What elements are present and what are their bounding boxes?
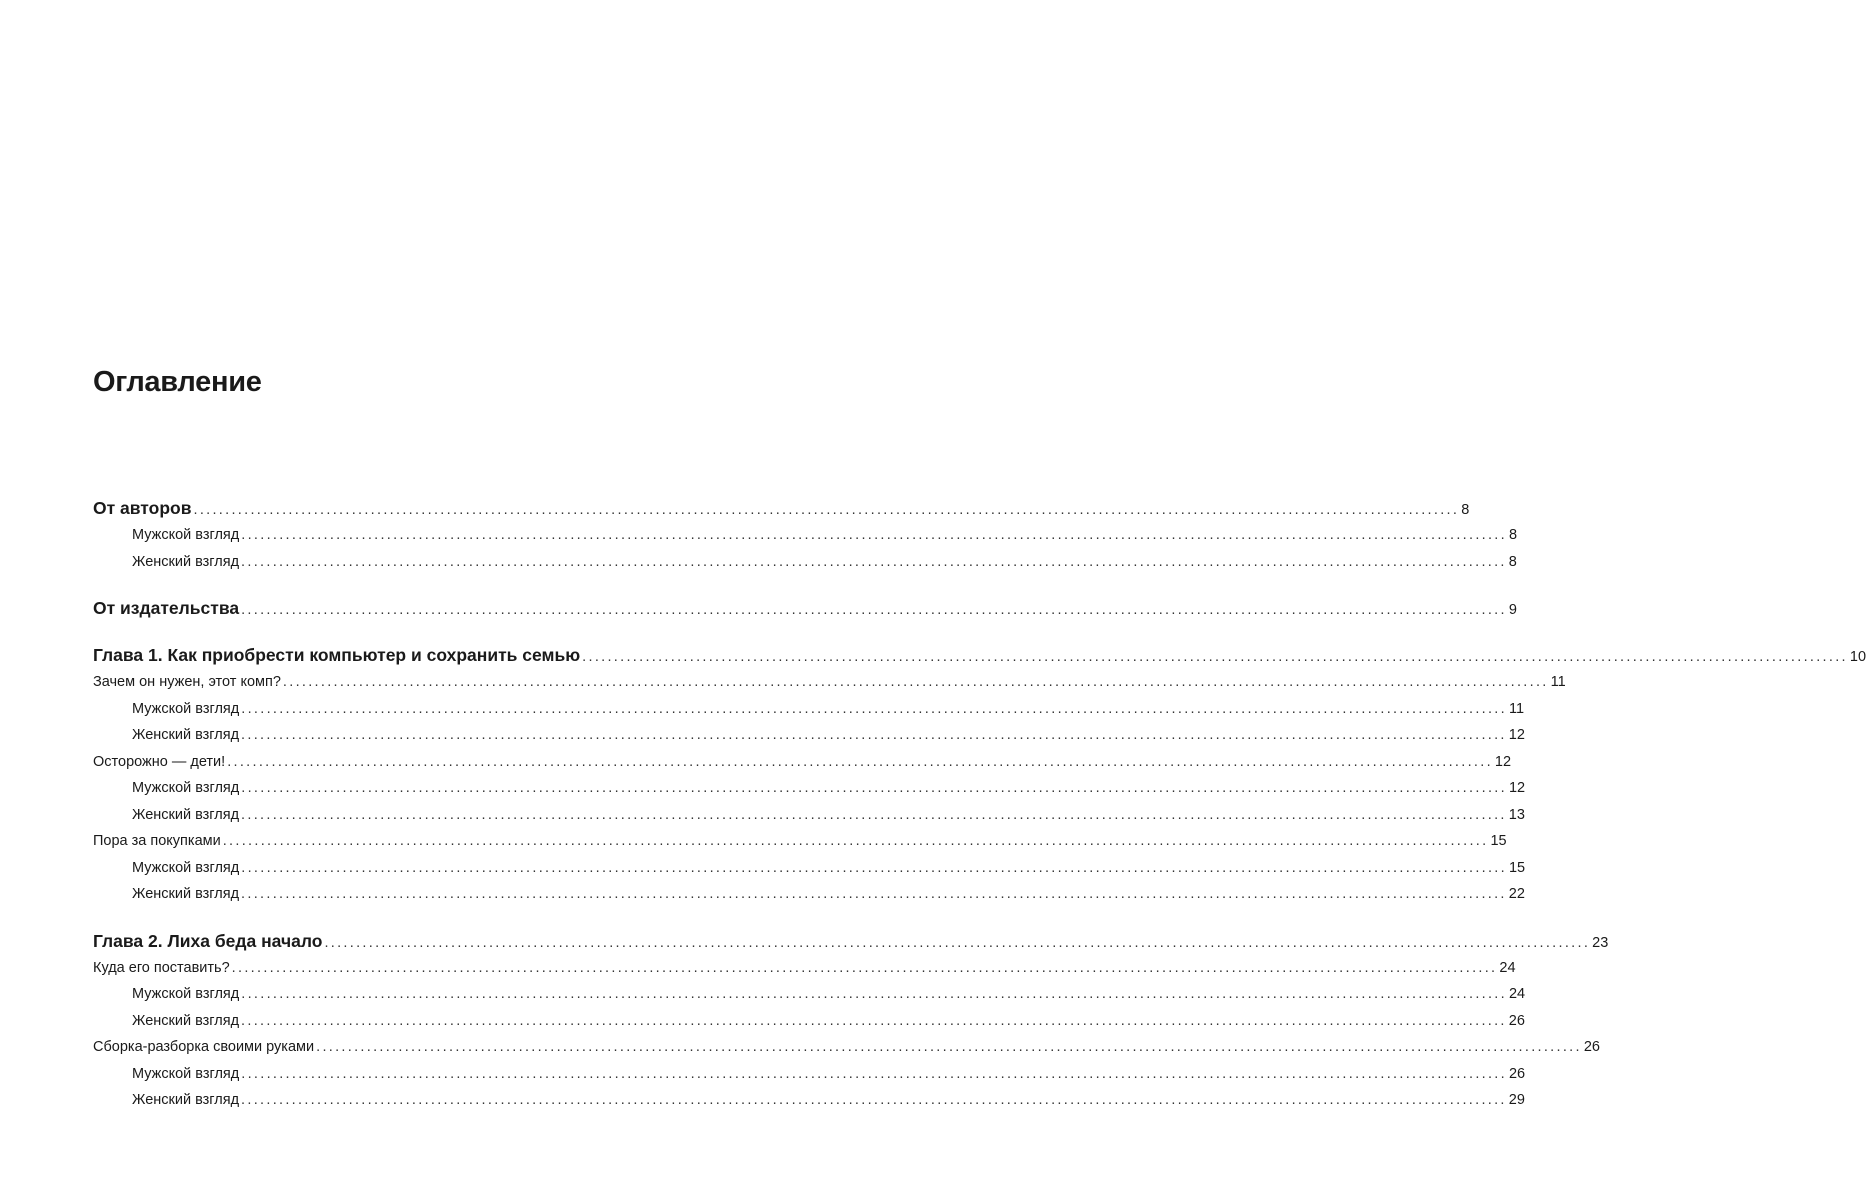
dot-leader: ........................................................................................................................................................................................................ bbox=[241, 986, 1507, 1002]
toc-page-number: 11 bbox=[1508, 700, 1525, 717]
dot-leader: ........................................................................................................................................................................................................ bbox=[241, 1012, 1507, 1029]
toc-subsection-entry[interactable] bbox=[93, 1087, 1525, 1114]
toc-chapter-entry[interactable] bbox=[93, 927, 1609, 955]
dot-leader: ........................................................................................................................................................................................................ bbox=[282, 674, 1549, 690]
toc-section-entry[interactable] bbox=[93, 669, 1566, 696]
toc-subsection-entry[interactable] bbox=[93, 981, 1526, 1008]
dot-leader: ........................................................................................................................................................................................................ bbox=[241, 859, 1507, 876]
toc-section-entry[interactable] bbox=[93, 1034, 1600, 1061]
toc-page-number: 23 bbox=[1592, 934, 1609, 951]
toc-subsection-entry[interactable] bbox=[93, 1061, 1526, 1088]
page-title: Оглавление bbox=[93, 366, 262, 398]
dot-leader: ........................................................................................................................................................................................................ bbox=[582, 649, 1848, 665]
dot-leader: ........................................................................................................................................................................................................ bbox=[241, 886, 1507, 902]
toc-page-number: 29 bbox=[1508, 1092, 1525, 1108]
toc-chapter-entry[interactable] bbox=[93, 594, 1517, 622]
dot-leader: ........................................................................................................................................................................................................ bbox=[316, 1039, 1582, 1055]
toc-subsection-entry[interactable] bbox=[93, 802, 1525, 829]
toc-subsection-entry[interactable] bbox=[93, 881, 1525, 908]
toc-section-entry[interactable] bbox=[93, 828, 1507, 855]
toc-page-number: 8 bbox=[1508, 527, 1518, 543]
toc-entry-label: Женский взгляд bbox=[132, 806, 240, 823]
dot-leader: ........................................................................................................................................................................................................ bbox=[241, 780, 1507, 796]
toc-subsection-entry[interactable] bbox=[93, 855, 1526, 882]
toc-subsection-entry[interactable] bbox=[93, 722, 1525, 749]
toc-page-number: 10 bbox=[1849, 649, 1866, 665]
toc-page-number: 9 bbox=[1508, 602, 1517, 618]
dot-leader: ........................................................................................................................................................................................................ bbox=[241, 527, 1507, 543]
dot-leader: ........................................................................................................................................................................................................ bbox=[241, 602, 1507, 618]
toc-entry-label: От издательства bbox=[93, 598, 240, 618]
toc-entry-label: Женский взгляд bbox=[132, 886, 240, 902]
toc-subsection-entry[interactable] bbox=[93, 549, 1517, 576]
toc-entry-label: Мужской взгляд bbox=[132, 1065, 240, 1082]
toc-page-number: 15 bbox=[1490, 833, 1507, 849]
toc-entry-label: Женский взгляд bbox=[132, 1092, 240, 1108]
toc-page-number: 8 bbox=[1508, 553, 1517, 570]
dot-leader: ........................................................................................................................................................................................................ bbox=[241, 553, 1507, 570]
dot-leader: ........................................................................................................................................................................................................ bbox=[324, 934, 1591, 951]
dot-leader: ........................................................................................................................................................................................................ bbox=[241, 806, 1507, 823]
toc-entry-label: Сборка-разборка своими руками bbox=[93, 1039, 315, 1055]
toc-entry-label: Мужской взгляд bbox=[132, 859, 240, 876]
toc-page-number: 26 bbox=[1508, 1012, 1525, 1029]
toc-page-number: 26 bbox=[1508, 1065, 1526, 1082]
toc-page-number: 12 bbox=[1508, 780, 1526, 796]
toc-section-entry[interactable] bbox=[93, 749, 1512, 776]
dot-leader: ........................................................................................................................................................................................................ bbox=[241, 727, 1507, 743]
dot-leader: ........................................................................................................................................................................................................ bbox=[231, 959, 1498, 976]
toc-subsection-entry[interactable] bbox=[93, 696, 1525, 723]
toc-page-number: 8 bbox=[1461, 502, 1470, 518]
toc-entry-label: Зачем он нужен, этот комп? bbox=[93, 674, 281, 690]
toc-page-number: 15 bbox=[1508, 859, 1526, 876]
toc-page-number: 24 bbox=[1508, 986, 1526, 1002]
toc-entry-label: Мужской взгляд bbox=[132, 780, 240, 796]
toc-page-number: 26 bbox=[1583, 1039, 1600, 1055]
toc-subsection-entry[interactable] bbox=[93, 522, 1518, 549]
toc-entry-label: Мужской взгляд bbox=[132, 527, 240, 543]
toc-entry-label: Женский взгляд bbox=[132, 553, 240, 570]
toc-entry-label: Женский взгляд bbox=[132, 727, 240, 743]
dot-leader: ........................................................................................................................................................................................................ bbox=[222, 833, 1489, 849]
toc-page-number: 13 bbox=[1508, 806, 1525, 823]
toc-page-number: 22 bbox=[1508, 886, 1525, 902]
toc-chapter-entry[interactable] bbox=[93, 494, 1470, 522]
toc-entry-label: Осторожно — дети! bbox=[93, 753, 226, 770]
dot-leader: ........................................................................................................................................................................................................ bbox=[241, 700, 1507, 717]
toc-entry-label: Куда его поставить? bbox=[93, 959, 230, 976]
dot-leader: ........................................................................................................................................................................................................ bbox=[227, 753, 1493, 770]
dot-leader: ........................................................................................................................................................................................................ bbox=[193, 502, 1460, 518]
toc-entry-label: Мужской взгляд bbox=[132, 700, 240, 717]
toc-page-number: 11 bbox=[1550, 674, 1566, 690]
toc-page-number: 12 bbox=[1508, 727, 1525, 743]
toc-entry-label: Глава 2. Лиха беда начало bbox=[93, 930, 323, 951]
toc-entry-label: Мужской взгляд bbox=[132, 986, 240, 1002]
toc-subsection-entry[interactable] bbox=[93, 1008, 1525, 1035]
dot-leader: ........................................................................................................................................................................................................ bbox=[241, 1092, 1507, 1108]
dot-leader: ........................................................................................................................................................................................................ bbox=[241, 1065, 1507, 1082]
toc-chapter-entry[interactable] bbox=[93, 641, 1866, 669]
toc-page-number: 12 bbox=[1494, 753, 1512, 770]
toc-page-number: 24 bbox=[1499, 959, 1516, 976]
toc-entry-label: Глава 1. Как приобрести компьютер и сохранить семью bbox=[93, 645, 581, 665]
toc-entry-label: Женский взгляд bbox=[132, 1012, 240, 1029]
toc-entry-label: От авторов bbox=[93, 498, 192, 518]
toc-subsection-entry[interactable] bbox=[93, 775, 1526, 802]
toc-section-entry[interactable] bbox=[93, 955, 1516, 982]
toc-entry-label: Пора за покупками bbox=[93, 833, 221, 849]
table-of-contents bbox=[93, 494, 1866, 1114]
